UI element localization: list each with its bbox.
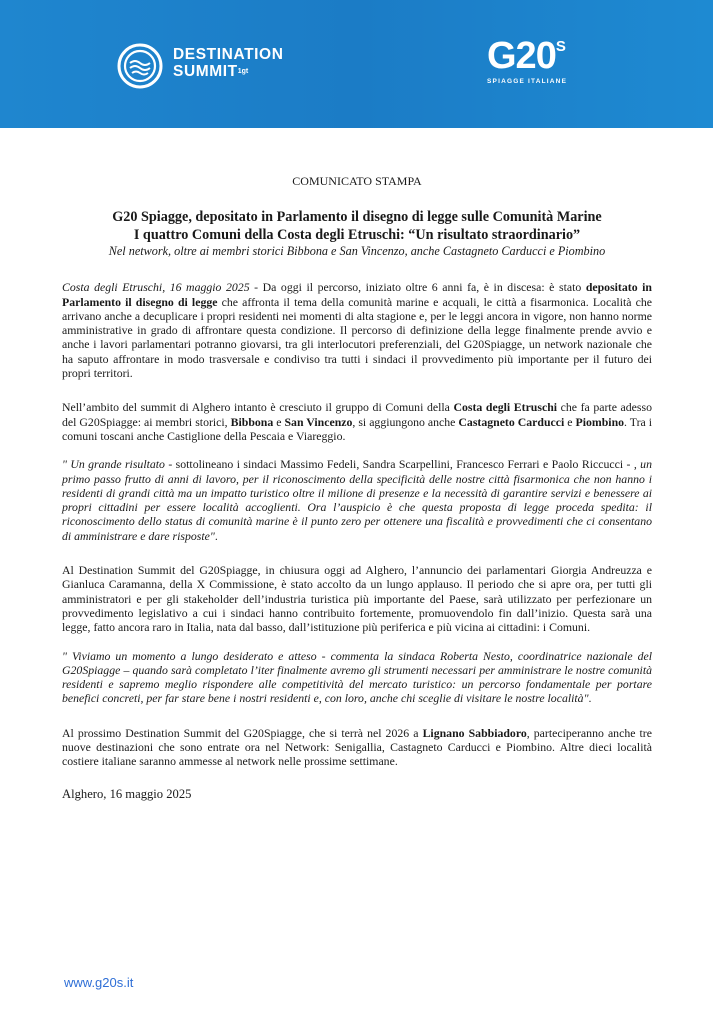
paragraph-4: Al Destination Summit del G20Spiagge, in chiusura oggi ad Alghero, l’annuncio dei parlamentari Giorgia Andreuzza e Gianluca Caramanna, della X Commissione, è stato accolto da un lungo applauso. Il periodo che si apre ora, per tutti gli amministratori e per gli stakeholder dell’industria turistica più importante del Paese, sarà utilizzato per perfezionare un provvedimento legislativo a cui i sindaci hanno contribuito fortemente, promuovendolo fin dall’inizio. Questa sarà una legge, fatto ancora raro in Italia, nata dal basso, dall’istituzione più periferica e più vicina ai cittadini: i Comuni.	[62, 563, 652, 635]
headline-line-2: I quattro Comuni della Costa degli Etruschi: “Un risultato straordinario”	[133, 227, 581, 244]
subheadline: Nel network, oltre ai membri storici Bibbona e San Vincenzo, anche Castagneto Carducci e Piombino	[108, 244, 606, 259]
g20-tagline: SPIAGGE ITALIANE	[487, 78, 568, 85]
headline-line-1: G20 Spiagge, depositato in Parlamento il disegno di legge sulle Comunità Marine	[112, 209, 602, 226]
g20-s-mark: S	[555, 38, 566, 55]
document-label: COMUNICATO STAMPA	[292, 174, 422, 188]
footer-website-link[interactable]: www.g20s.it	[64, 975, 134, 990]
dateline: Costa degli Etruschi, 16 maggio 2025	[62, 280, 250, 295]
destination-summit-wordmark	[173, 46, 284, 80]
paragraph-5-quote: " Viviamo un momento a lungo desiderato e atteso - commenta la sindaca Roberta Nesto, coordinatrice nazionale del G20Spiagge – quando sarà completato l’iter finalmente avremo gli strumenti necessari per amministrare le nostre comunità residenti e sapremo meglio rispondere alle competitività del mercato turistico: un percorso fondamentale per portare benefici concreti, per far stare bene i nostri residenti e, con loro, anche chi sceglie di visitare le nostre località".	[62, 648, 652, 706]
signature-date: Alghero, 16 maggio 2025	[62, 786, 192, 801]
g20-wordmark: G20	[487, 35, 556, 77]
paragraph-3-quote: " Un grande risultato - sottolineano i sindaci Massimo Fedeli, Sandra Scarpellini, Francesco Ferrari e Paolo Riccucci - , un primo passo frutto di anni di lavoro, per il riconoscimento della specificità delle nostre città fisarmonica che non hanno i residenti di grandi città ma un impatto turistico oltre il milione di presenze e la necessità di garantire servizi e benessere ai propri cittadini per essere località accoglienti. Ora l’auspicio è che questa proposta di legge proceda spedita: il riconoscimento dello status di comunità marine è il punto zero per ottenere una fiscalità e provvedimenti che ci consentano di amministrare e dare risposte".	[62, 457, 652, 543]
g20-spiagge-logo	[487, 35, 568, 85]
summit-superscript: 1gt	[237, 68, 249, 75]
paragraph-6: Al prossimo Destination Summit del G20Spiagge, che si terrà nel 2026 a Lignano Sabbiadoro, parteciperanno anche tre nuove destinazioni che sono entrate ora nel Network: Senigallia, Castagneto Carducci e Piombino. Altre dieci località costiere italiane saranno ammesse al network nelle prossime settimane.	[62, 725, 652, 769]
destination-summit-logo-icon	[116, 42, 164, 90]
header-banner	[0, 0, 713, 128]
summit-label: $SUMMIT^{1gt}$	[173, 63, 249, 80]
destination-label: DESTINATION	[173, 46, 284, 63]
paragraph-2: Nell’ambito del summit di Alghero intanto è cresciuto il gruppo di Comuni della Costa degli Etruschi che fa parte adesso del G20Spiagge: ai membri storici, Bibbona e San Vincenzo, si aggiungono anche Castagneto Carducci e Piombino. Tra i comuni toscani anche Castiglione della Pescaia e Viareggio.	[62, 400, 653, 443]
press-release-body	[62, 174, 652, 801]
paragraph-1: Costa degli Etruschi, 16 maggio 2025 - Da oggi il percorso, iniziato oltre 6 anni fa, è in discesa: è stato depositato in Parlamento il disegno di legge che affronta il tema della comunità marine e acquali, le città a fisarmonica. Località che arrivano anche a decuplicare i propri residenti nei momenti di alta stagione e, per le leggi ancora in vigore, non hanno norme amministrative in grado di affrontare questa condizione. Il percorso di definizione della legge finalmente prende avvio e anche i lavori parlamentari potranno giovarsi, tra gli interlocutori preferenziali, del G20Spiagge, un network nazionale che ha saputo affrontare in modo trasversale e condiviso tra tutti i sindaci il provvedimento più importante per il futuro dei propri territori.	[62, 280, 653, 381]
